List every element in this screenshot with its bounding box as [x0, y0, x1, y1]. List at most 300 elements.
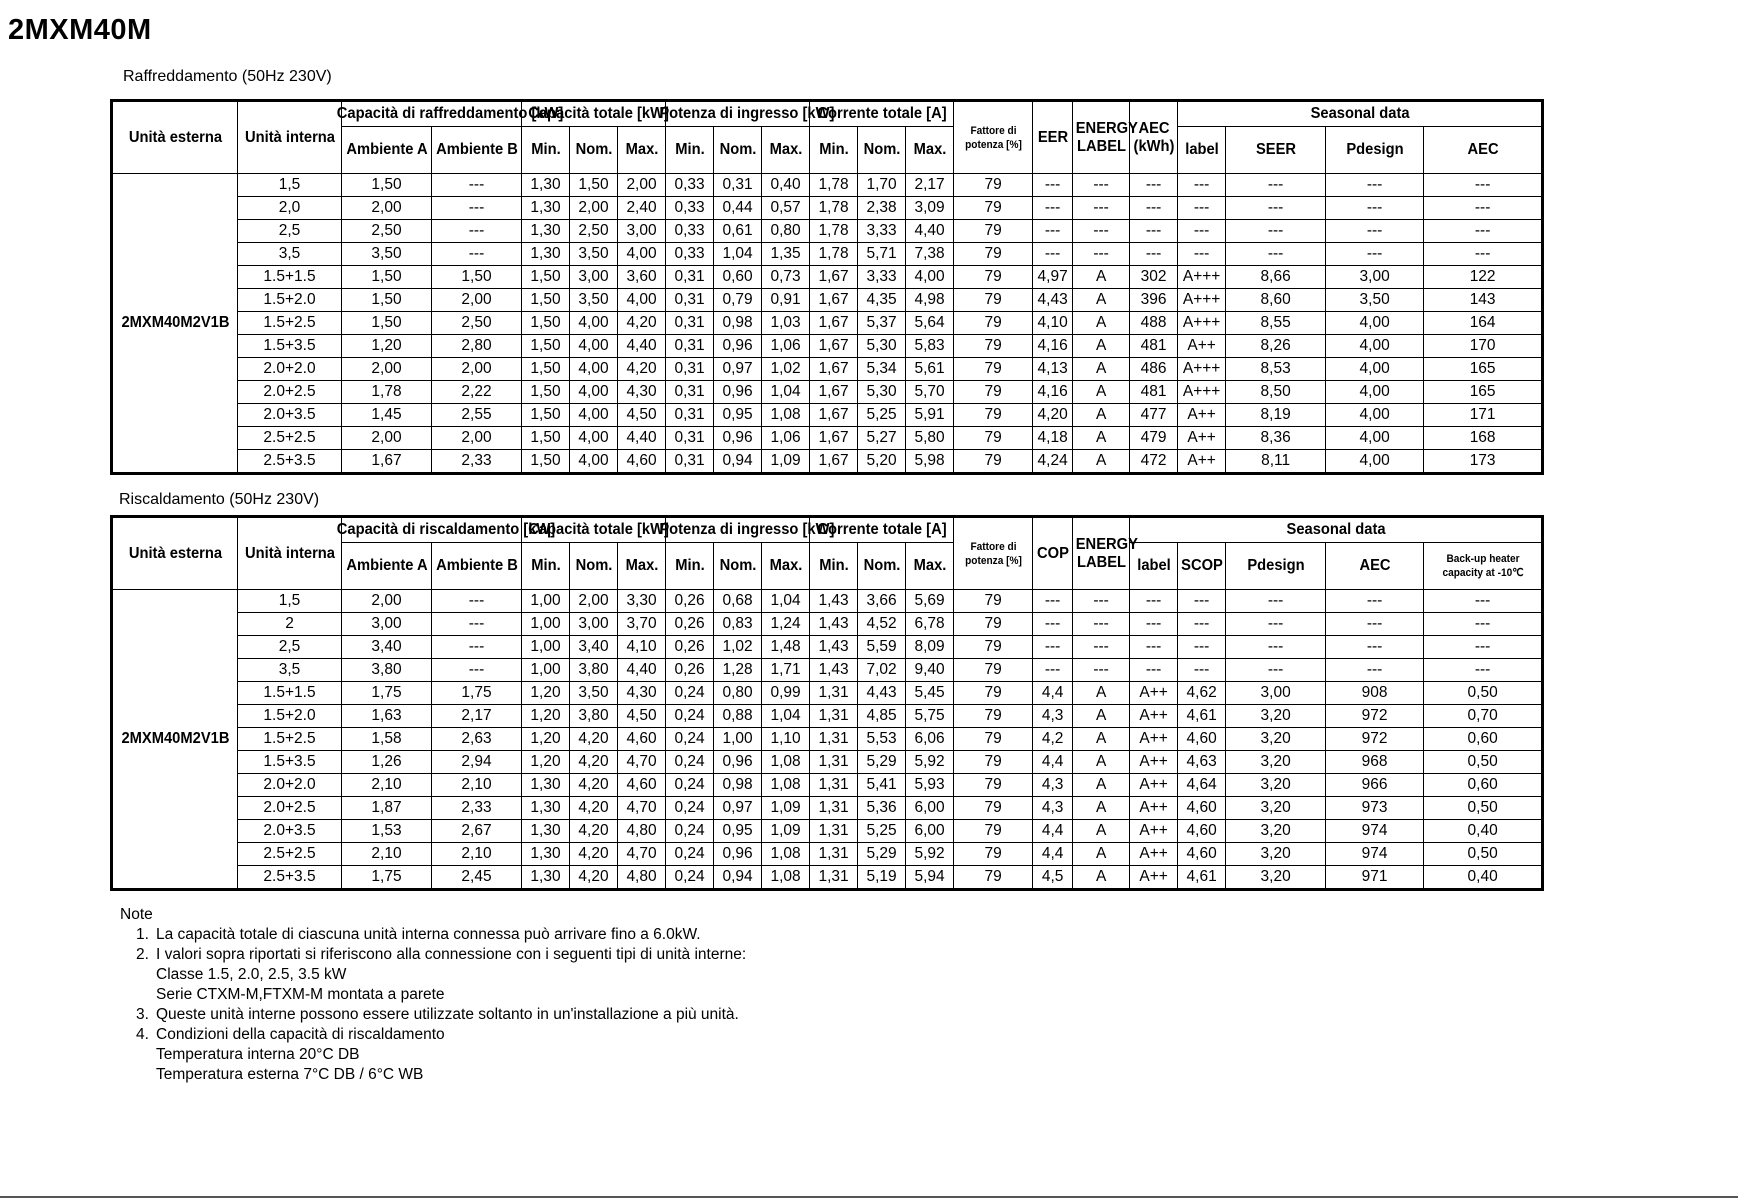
cooling-cell: 164 [1424, 312, 1543, 335]
cooling-cell: 3,50 [570, 243, 618, 266]
cooling-cell: 5,83 [906, 335, 954, 358]
cooling-cell: 1,50 [342, 289, 432, 312]
cooling-cell: 1,67 [810, 381, 858, 404]
heating-cell: 4,70 [618, 751, 666, 774]
cooling-header-capacity-group [336, 101, 563, 127]
heating-cell: 3,50 [570, 682, 618, 705]
heating-cell: 1,04 [762, 705, 810, 728]
cooling-cell: 4,00 [570, 335, 618, 358]
cooling-cell: 4,00 [1326, 404, 1424, 427]
cooling-header-cur-min: Min. [811, 127, 855, 174]
heating-cell: --- [1326, 636, 1424, 659]
note-item [120, 985, 445, 1005]
heating-cell: 1,31 [810, 728, 858, 751]
cooling-cell: 4,00 [1326, 358, 1424, 381]
heating-cell: A [1073, 820, 1130, 843]
cooling-cell: 4,00 [906, 266, 954, 289]
cooling-cell: 2,50 [432, 312, 522, 335]
heating-cell: 1.5+3.5 [238, 751, 342, 774]
heating-cell: 1,31 [810, 820, 858, 843]
cooling-header-cap-min: Min. [523, 127, 567, 174]
heating-header-cur-nom: Nom. [859, 543, 903, 590]
heating-header-pow-nom: Nom. [715, 543, 759, 590]
heating-cell: 0,80 [714, 682, 762, 705]
heating-header-pow-max: Max. [763, 543, 807, 590]
heating-cell: --- [432, 613, 522, 636]
cooling-cell: 1,35 [762, 243, 810, 266]
heating-cell: --- [1130, 659, 1178, 682]
cooling-cell: --- [1033, 174, 1073, 197]
cooling-header-cur-max: Max. [907, 127, 951, 174]
cooling-cell: 4,00 [618, 243, 666, 266]
heating-cell: --- [1424, 590, 1543, 613]
cooling-cell: A+++ [1178, 358, 1226, 381]
heating-cell: 79 [954, 843, 1033, 866]
heating-cell: --- [432, 659, 522, 682]
cooling-cell: --- [1226, 243, 1326, 266]
heating-cell: 1,30 [522, 866, 570, 890]
heating-cell: 908 [1326, 682, 1424, 705]
heating-cell: 4,60 [618, 774, 666, 797]
cooling-cell: 5,20 [858, 450, 906, 474]
cooling-table-row [112, 197, 1543, 220]
cooling-cell: 5,80 [906, 427, 954, 450]
cooling-cell: 0,31 [714, 174, 762, 197]
heating-cell: 0,50 [1424, 682, 1543, 705]
heating-cell: A++ [1130, 728, 1178, 751]
heating-cell: 1,43 [810, 613, 858, 636]
cooling-cell: 1,67 [810, 404, 858, 427]
cooling-cell: 3,09 [906, 197, 954, 220]
cooling-cell: 1,67 [810, 312, 858, 335]
cooling-cell: 1,50 [570, 174, 618, 197]
heating-header-cap-nom: Nom. [571, 543, 615, 590]
cooling-header-seasonal-label: label [1180, 127, 1224, 174]
heating-table-row [112, 820, 1543, 843]
cooling-cell: 1,50 [522, 289, 570, 312]
cooling-cell: 3,00 [618, 220, 666, 243]
heating-cell: --- [1073, 659, 1130, 682]
cooling-cell: 4,00 [618, 289, 666, 312]
cooling-cell: 2.0+3.5 [238, 404, 342, 427]
heating-cell: --- [1033, 636, 1073, 659]
heating-cell: 4,61 [1178, 705, 1226, 728]
cooling-cell: 0,31 [666, 427, 714, 450]
cooling-cell: 5,98 [906, 450, 954, 474]
heating-cell: 4,40 [618, 659, 666, 682]
cooling-cell: 486 [1130, 358, 1178, 381]
cooling-cell: 0,96 [714, 335, 762, 358]
cooling-cell: 3,50 [570, 289, 618, 312]
cooling-cell: --- [1326, 220, 1424, 243]
cooling-cell: A [1073, 381, 1130, 404]
heating-cell: --- [1130, 613, 1178, 636]
cooling-cell: 8,26 [1226, 335, 1326, 358]
heating-cell: 4,85 [858, 705, 906, 728]
heating-table-row [112, 728, 1543, 751]
heating-cell: A [1073, 751, 1130, 774]
heating-cell: 0,26 [666, 590, 714, 613]
heating-cell: A++ [1130, 843, 1178, 866]
cooling-cell: 1,06 [762, 427, 810, 450]
heating-cell: 0,60 [1424, 774, 1543, 797]
heating-cell: 0,60 [1424, 728, 1543, 751]
heating-cell: 2,17 [432, 705, 522, 728]
cooling-cell: A [1073, 450, 1130, 474]
cooling-cell: 0,31 [666, 450, 714, 474]
heating-cell: 79 [954, 682, 1033, 705]
cooling-cell: 1,78 [342, 381, 432, 404]
heating-cell: 0,24 [666, 797, 714, 820]
heating-cell: A++ [1130, 866, 1178, 890]
heating-cell: 3,00 [342, 613, 432, 636]
heating-cell: --- [1178, 613, 1226, 636]
heating-cell: 2,00 [342, 590, 432, 613]
heating-cell: 1,75 [432, 682, 522, 705]
cooling-table-row [112, 404, 1543, 427]
heating-cell: 4,64 [1178, 774, 1226, 797]
cooling-cell: 79 [954, 450, 1033, 474]
cooling-cell: --- [1130, 174, 1178, 197]
cooling-cell: A++ [1178, 450, 1226, 474]
heating-cell: 1,48 [762, 636, 810, 659]
heating-cell: 4,3 [1033, 705, 1073, 728]
heating-cell: A++ [1130, 705, 1178, 728]
cooling-cell: --- [1424, 220, 1543, 243]
cooling-cell: 4,16 [1033, 381, 1073, 404]
heating-cell: 5,45 [906, 682, 954, 705]
heating-cell: 79 [954, 636, 1033, 659]
note-number: 2. [136, 946, 149, 963]
heating-cell: 1,00 [522, 590, 570, 613]
note-text: La capacità totale di ciascuna unità interna connessa può arrivare fino a 6.0kW. [156, 926, 701, 943]
cooling-table-row [112, 312, 1543, 335]
cooling-cell: 5,34 [858, 358, 906, 381]
heating-cell: 9,40 [906, 659, 954, 682]
heating-header-seasonal-label: label [1132, 543, 1176, 590]
heating-cell: 6,00 [906, 797, 954, 820]
heating-header-pdesign: Pdesign [1230, 543, 1322, 590]
heating-table-row [112, 797, 1543, 820]
heating-cell: 3,40 [342, 636, 432, 659]
heating-cell: 79 [954, 590, 1033, 613]
cooling-cell: 1,50 [342, 174, 432, 197]
heating-cell: 0,50 [1424, 797, 1543, 820]
heating-table-body [112, 590, 1543, 890]
heating-cell: 4,20 [570, 751, 618, 774]
heating-cell: 0,50 [1424, 843, 1543, 866]
cooling-cell: 479 [1130, 427, 1178, 450]
cooling-cell: A [1073, 266, 1130, 289]
heating-cell: 4,60 [1178, 797, 1226, 820]
cooling-header-aec: AEC (kWh) [1132, 101, 1176, 174]
cooling-cell: 0,91 [762, 289, 810, 312]
heating-cell: 1,00 [714, 728, 762, 751]
cooling-cell: 0,96 [714, 427, 762, 450]
heating-cell: 79 [954, 751, 1033, 774]
cooling-cell: 2,80 [432, 335, 522, 358]
heating-cell: 3,20 [1226, 866, 1326, 890]
heating-cell: 2,10 [432, 774, 522, 797]
heating-cell: A [1073, 705, 1130, 728]
cooling-cell: 8,19 [1226, 404, 1326, 427]
cooling-cell: 79 [954, 427, 1033, 450]
cooling-cell: 5,30 [858, 335, 906, 358]
heating-header-seasonal-data: Seasonal data [1146, 517, 1526, 543]
cooling-cell: 1,02 [762, 358, 810, 381]
cooling-cell: --- [1073, 243, 1130, 266]
heating-header-input-power-text: Potenza di ingresso [kW] [658, 521, 834, 538]
cooling-table [110, 99, 1544, 475]
heating-table [110, 515, 1544, 891]
heating-cell: 0,68 [714, 590, 762, 613]
heating-header-power-factor: Fattore di potenza [%] [957, 517, 1030, 590]
heating-cell: 1.5+2.0 [238, 705, 342, 728]
heating-table-row [112, 774, 1543, 797]
cooling-cell: 4,43 [1033, 289, 1073, 312]
cooling-header-cap-max: Max. [619, 127, 663, 174]
cooling-cell: 3,33 [858, 266, 906, 289]
cooling-cell: --- [1130, 197, 1178, 220]
cooling-header-input-power-text: Potenza di ingresso [kW] [658, 105, 834, 122]
cooling-cell: 2,50 [342, 220, 432, 243]
heating-cell: 4,20 [570, 797, 618, 820]
cooling-table-row [112, 289, 1543, 312]
cooling-cell: 1,78 [810, 243, 858, 266]
heating-cell: --- [1033, 613, 1073, 636]
note-item [120, 945, 747, 965]
cooling-cell: 79 [954, 289, 1033, 312]
cooling-cell: 4,00 [570, 450, 618, 474]
cooling-cell: A+++ [1178, 312, 1226, 335]
heating-cell: 1,31 [810, 843, 858, 866]
heating-cell: --- [1178, 590, 1226, 613]
heating-cell: 0,26 [666, 659, 714, 682]
cooling-cell: 477 [1130, 404, 1178, 427]
heating-cell: 5,92 [906, 751, 954, 774]
heating-cell: 5,41 [858, 774, 906, 797]
heating-cell: 0,95 [714, 820, 762, 843]
heating-cell: 4,20 [570, 866, 618, 890]
cooling-cell: 2.5+3.5 [238, 450, 342, 474]
heating-cell: 79 [954, 774, 1033, 797]
note-number: 1. [136, 926, 149, 943]
heating-cell: 2.5+2.5 [238, 843, 342, 866]
cooling-cell: 0,31 [666, 404, 714, 427]
heating-cell: 3,20 [1226, 820, 1326, 843]
cooling-cell: 0,97 [714, 358, 762, 381]
cooling-cell: 0,33 [666, 174, 714, 197]
heating-cell: 0,40 [1424, 866, 1543, 890]
cooling-cell: 0,96 [714, 381, 762, 404]
cooling-cell: 1,06 [762, 335, 810, 358]
heating-table-row [112, 751, 1543, 774]
heating-cell: 4,5 [1033, 866, 1073, 890]
heating-cell: 5,53 [858, 728, 906, 751]
cooling-cell: 4,60 [618, 450, 666, 474]
cooling-cell: 165 [1424, 381, 1543, 404]
cooling-header-energy-label: ENERGY LABEL [1075, 101, 1127, 174]
cooling-header-indoor-unit: Unità interna [242, 101, 338, 174]
cooling-cell: 1,70 [858, 174, 906, 197]
heating-cell: 0,24 [666, 843, 714, 866]
heating-cell: 4,63 [1178, 751, 1226, 774]
cooling-cell: --- [1033, 197, 1073, 220]
cooling-cell: 8,11 [1226, 450, 1326, 474]
cooling-cell: 2.0+2.0 [238, 358, 342, 381]
cooling-header-seer: SEER [1230, 127, 1322, 174]
heating-cell: 2.0+2.5 [238, 797, 342, 820]
cooling-table-row [112, 358, 1543, 381]
cooling-cell: 0,31 [666, 358, 714, 381]
heating-cell: 0,50 [1424, 751, 1543, 774]
cooling-cell: 5,27 [858, 427, 906, 450]
heating-cell: 4,3 [1033, 797, 1073, 820]
heating-cell: 2.0+3.5 [238, 820, 342, 843]
heating-cell: 5,29 [858, 751, 906, 774]
heating-cell: 1,30 [522, 820, 570, 843]
heating-cell: 5,69 [906, 590, 954, 613]
cooling-cell: 1.5+2.5 [238, 312, 342, 335]
cooling-cell: 2.0+2.5 [238, 381, 342, 404]
heating-cell: 1,02 [714, 636, 762, 659]
heating-cell: 3,5 [238, 659, 342, 682]
cooling-cell: 79 [954, 243, 1033, 266]
cooling-cell: 0,57 [762, 197, 810, 220]
cooling-cell: 0,33 [666, 243, 714, 266]
cooling-cell: --- [432, 174, 522, 197]
cooling-header-pow-min: Min. [667, 127, 711, 174]
cooling-cell: 4,24 [1033, 450, 1073, 474]
cooling-cell: 3,50 [1326, 289, 1424, 312]
cooling-cell: 1,5 [238, 174, 342, 197]
cooling-cell: 4,00 [1326, 381, 1424, 404]
heating-header-total-current: Corrente totale [A] [815, 517, 948, 543]
cooling-cell: --- [1033, 243, 1073, 266]
heating-cell: 3,20 [1226, 774, 1326, 797]
cooling-header-power-factor: Fattore di potenza [%] [957, 101, 1030, 174]
cooling-cell: 4,97 [1033, 266, 1073, 289]
cooling-cell: 1,67 [810, 427, 858, 450]
cooling-cell: 1,04 [714, 243, 762, 266]
cooling-cell: 4,00 [570, 404, 618, 427]
cooling-cell: 1,50 [522, 335, 570, 358]
heating-cell: A++ [1130, 797, 1178, 820]
cooling-section-label: Raffreddamento (50Hz 230V) [123, 68, 332, 85]
heating-cell: 0,24 [666, 820, 714, 843]
cooling-cell: 79 [954, 358, 1033, 381]
cooling-cell: 1,67 [810, 289, 858, 312]
heating-cell: 3,40 [570, 636, 618, 659]
cooling-cell: 2,00 [570, 197, 618, 220]
heating-cell: 4,2 [1033, 728, 1073, 751]
heating-cell: 2.5+3.5 [238, 866, 342, 890]
heating-cell: 4,80 [618, 866, 666, 890]
heating-cell: 1,53 [342, 820, 432, 843]
note-text: I valori sopra riportati si riferiscono alla connessione con i seguenti tipi di unità interne: [156, 946, 747, 963]
heating-cell: 973 [1326, 797, 1424, 820]
heating-cell: A [1073, 866, 1130, 890]
cooling-cell: 0,73 [762, 266, 810, 289]
heating-cell: 6,00 [906, 820, 954, 843]
cooling-cell: 2,00 [342, 197, 432, 220]
cooling-cell: 4,50 [618, 404, 666, 427]
heating-cell: 79 [954, 797, 1033, 820]
heating-header-cop: COP [1034, 517, 1071, 590]
note-text: Condizioni della capacità di riscaldamento [156, 1026, 445, 1043]
cooling-cell: 5,25 [858, 404, 906, 427]
cooling-header-capacity-group-text: Capacità di raffreddamento [kW] [336, 105, 563, 122]
cooling-cell: --- [1226, 197, 1326, 220]
cooling-cell: --- [1424, 197, 1543, 220]
cooling-cell: A [1073, 358, 1130, 381]
cooling-cell: 5,71 [858, 243, 906, 266]
cooling-cell: 4,13 [1033, 358, 1073, 381]
cooling-cell: 173 [1424, 450, 1543, 474]
notes-section [120, 905, 747, 1085]
heating-cell: A [1073, 797, 1130, 820]
cooling-cell: 4,00 [1326, 312, 1424, 335]
heating-cell: 4,50 [618, 705, 666, 728]
cooling-cell: 5,61 [906, 358, 954, 381]
heating-cell: 1,09 [762, 797, 810, 820]
cooling-table-row [112, 381, 1543, 404]
heating-cell: 4,20 [570, 843, 618, 866]
cooling-cell: 0,98 [714, 312, 762, 335]
heating-cell: 1,63 [342, 705, 432, 728]
heating-cell: 972 [1326, 705, 1424, 728]
heating-cell: 1.5+1.5 [238, 682, 342, 705]
page-bottom-divider [0, 1196, 1738, 1198]
heating-header-cur-min: Min. [811, 543, 855, 590]
cooling-cell: 1,50 [342, 266, 432, 289]
heating-table-row [112, 590, 1543, 613]
heating-cell: 3,20 [1226, 797, 1326, 820]
heating-cell: 4,4 [1033, 751, 1073, 774]
cooling-cell: 4,40 [618, 335, 666, 358]
cooling-cell: 1,45 [342, 404, 432, 427]
cooling-cell: --- [432, 197, 522, 220]
cooling-cell: 79 [954, 335, 1033, 358]
heating-cell: 2,63 [432, 728, 522, 751]
heating-cell: 0,24 [666, 728, 714, 751]
cooling-cell: --- [1073, 197, 1130, 220]
cooling-cell: 1,67 [810, 450, 858, 474]
heating-cell: 3,00 [1226, 682, 1326, 705]
cooling-header-eer: EER [1034, 101, 1071, 174]
heating-cell: 5,36 [858, 797, 906, 820]
cooling-cell: 1,78 [810, 197, 858, 220]
heating-cell: 1,30 [522, 843, 570, 866]
cooling-cell: 4,18 [1033, 427, 1073, 450]
heating-cell: 1,31 [810, 705, 858, 728]
heating-cell: 4,10 [618, 636, 666, 659]
heating-cell: 3,80 [570, 705, 618, 728]
note-item [120, 1045, 360, 1065]
heating-cell: 0,88 [714, 705, 762, 728]
heating-cell: 0,26 [666, 613, 714, 636]
cooling-cell: A+++ [1178, 381, 1226, 404]
cooling-cell: 2,17 [906, 174, 954, 197]
cooling-cell: 4,16 [1033, 335, 1073, 358]
cooling-cell: A++ [1178, 335, 1226, 358]
cooling-cell: 3,5 [238, 243, 342, 266]
cooling-cell: 481 [1130, 335, 1178, 358]
heating-cell: 1,30 [522, 774, 570, 797]
cooling-cell: 4,00 [570, 312, 618, 335]
heating-header-ambient-a: Ambiente A [345, 543, 428, 590]
cooling-cell: 4,20 [618, 312, 666, 335]
